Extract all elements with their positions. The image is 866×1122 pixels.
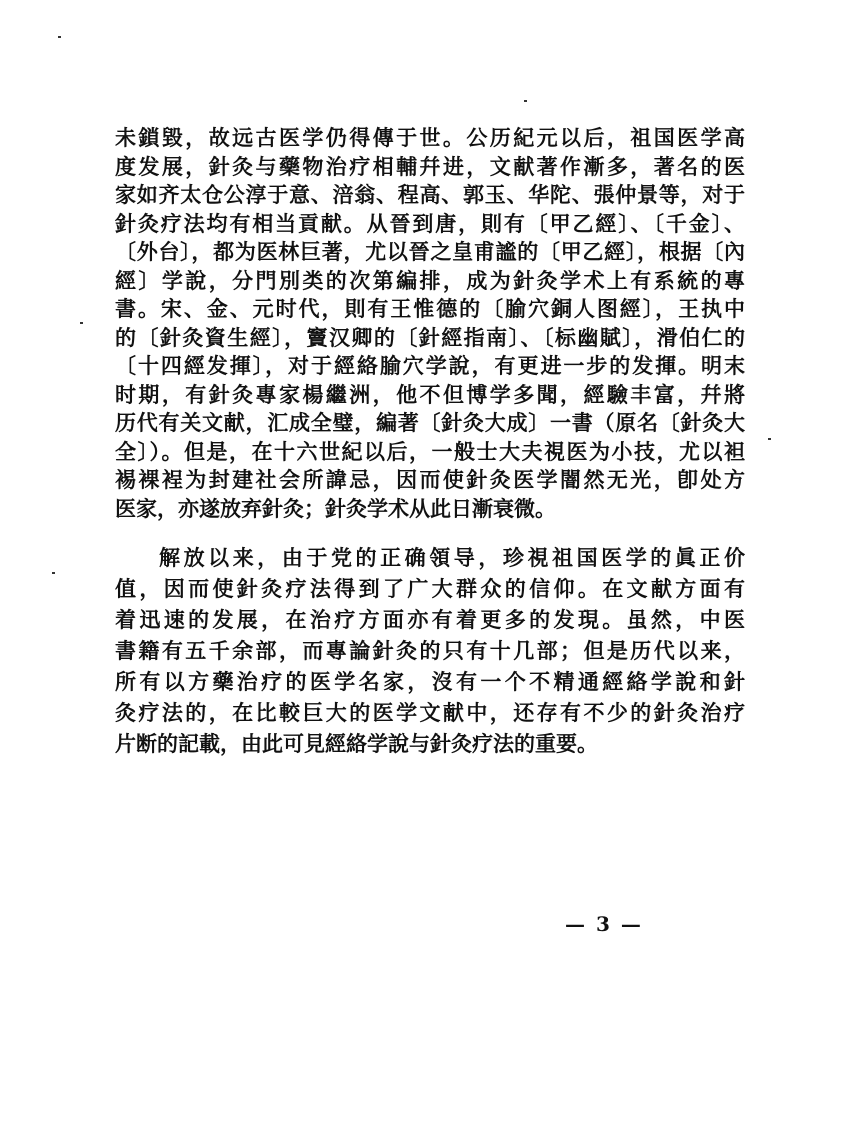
scan-speck (58, 36, 61, 38)
text-line: 历代有关文献，汇成全璧，編著〔針灸大成〕一書（原名〔針灸大 (115, 410, 745, 435)
text-line: 書籍有五千余部，而專論針灸的只有十几部；但是历代以来， (115, 638, 745, 663)
text-line: 时期，有針灸專家楊繼洲，他不但博学多聞，經驗丰富，幷將 (115, 381, 745, 407)
text-line: 片断的記載，由此可見經絡学說与針灸疗法的重要。 (115, 731, 598, 756)
text-line: 經〕学說，分門別类的次第編排，成为針灸学术上有系統的專 (115, 267, 745, 293)
text-line: 〔十四經发揮〕，对于經絡腧穴学說，有更进一步的发揮。明末 (115, 353, 745, 378)
text-line: 值，因而使針灸疗法得到了广大群众的信仰。在文献方面有 (115, 576, 745, 601)
paragraph-1 (115, 124, 745, 523)
text-line: 度发展，針灸与藥物治疗相輔幷进，文献著作漸多，著名的医 (115, 153, 745, 179)
text-line: 着迅速的发展，在治疗方面亦有着更多的发現。虽然，中医 (115, 607, 745, 632)
text-line: 裼裸裎为封建社会所諱忌，因而使針灸医学闇然无光，卽处方 (115, 467, 745, 492)
text-line: 解放以来，由于党的正确領导，珍視祖国医学的眞正价 (159, 545, 745, 570)
text-line: 灸疗法的，在比較巨大的医学文献中，还存有不少的針灸治疗 (115, 700, 745, 725)
text-line: 医家，亦遂放弃針灸；針灸学术从此日漸衰微。 (115, 495, 556, 521)
text-line: 書。宋、金、元时代，則有王惟德的〔腧穴銅人图經〕，王执中 (115, 296, 745, 321)
text-line: 的〔針灸資生經〕，竇汉卿的〔針經指南〕、〔标幽賦〕，滑伯仁的 (115, 324, 745, 350)
scan-speck (768, 438, 771, 440)
text-line: 未鎖毀，故远古医学仍得傳于世。公历紀元以后，祖国医学高 (115, 125, 745, 150)
text-line: 家如齐太仓公淳于意、涪翁、程高、郭玉、华陀、張仲景等，对于 (115, 182, 745, 207)
paragraph-2 (115, 542, 745, 759)
scan-speck (524, 100, 527, 102)
text-line: 全〕）。但是，在十六世紀以后，一般士大夫視医为小技，尤以袒 (115, 438, 745, 464)
scan-speck (52, 572, 55, 574)
text-line: 針灸疗法均有相当貢献。从晉到唐，則有〔甲乙經〕、〔千金〕、 (115, 210, 745, 236)
scan-speck (80, 322, 83, 324)
page-number: — 3 — (565, 912, 643, 936)
text-line: 〔外台〕，都为医林巨著，尤以晉之皇甫謐的〔甲乙經〕，根据〔內 (115, 239, 745, 264)
text-line: 所有以方藥治疗的医学名家，沒有一个不精通經絡学說和針 (115, 669, 745, 694)
